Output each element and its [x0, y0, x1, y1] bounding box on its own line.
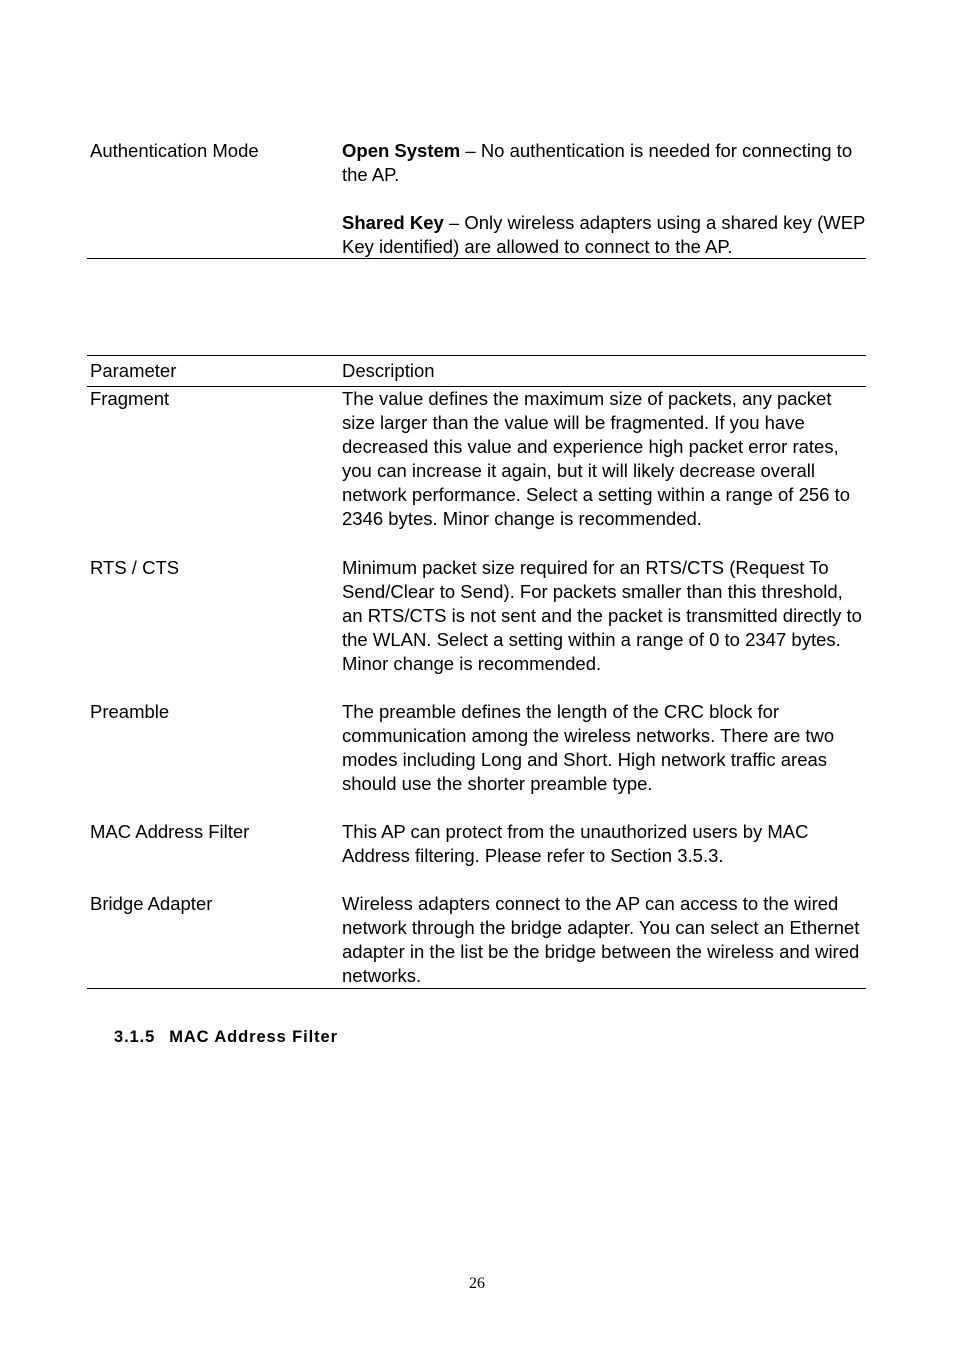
page-number: 26: [469, 1275, 485, 1292]
table-top-rule: [87, 355, 866, 356]
auth-mode-label: Authentication Mode: [90, 140, 259, 161]
row-desc-mac-address-filter: This AP can protect from the unauthorized users by MAC Address filtering. Please refer to Section 3.5.3.: [342, 821, 809, 866]
row-param-fragment: Fragment: [90, 388, 170, 409]
row-param-rts-cts: RTS / CTS: [90, 557, 180, 578]
auth-table-bottom-rule: [87, 258, 866, 259]
row-desc-fragment: The value defines the maximum size of packets, any packet size larger than the value will be fragmented. If you have decreased this value and experience high packet error rates, you can increase it again, but it will likely decrease overall network performance. Select a setting within a range of 256 to 2346 bytes. Minor change is recommended.: [342, 388, 851, 529]
table-bottom-rule: [87, 988, 866, 989]
open-system-term: Open System: [342, 140, 461, 161]
open-system-item: [342, 139, 866, 187]
row-desc-preamble: The preamble defines the length of the CRC block for communication among the wireless networks. There are two modes including Long and Short. High network traffic areas should use the shorter preamble type.: [342, 701, 835, 794]
column-header-parameter: Parameter: [90, 360, 177, 381]
open-system-text: – No authentication is needed for connecting to the AP.: [342, 140, 853, 185]
row-desc-bridge-adapter: Wireless adapters connect to the AP can access to the wired network through the bridge adapter. You can select an Ethernet adapter in the list be the bridge between the wireless and wired networks.: [342, 893, 860, 986]
shared-key-item: [342, 211, 866, 259]
row-param-preamble: Preamble: [90, 701, 170, 722]
section-heading: [114, 1025, 338, 1049]
shared-key-term: Shared Key: [342, 212, 444, 233]
column-header-description: Description: [342, 360, 435, 381]
shared-key-text: – Only wireless adapters using a shared key (WEP Key identified) are allowed to connect to the AP.: [342, 212, 866, 257]
row-desc-rts-cts: Minimum packet size required for an RTS/CTS (Request To Send/Clear to Send). For packets smaller than this threshold, an RTS/CTS is not sent and the packet is transmitted directly to the WLAN. Select a setting within a range of 0 to 2347 bytes. Minor change is recommended.: [342, 557, 862, 674]
row-param-mac-address-filter: MAC Address Filter: [90, 821, 250, 842]
section-title: MAC Address Filter: [169, 1028, 338, 1046]
section-number: 3.1.5: [114, 1028, 156, 1046]
row-param-bridge-adapter: Bridge Adapter: [90, 893, 213, 914]
auth-mode-description: [342, 139, 866, 259]
